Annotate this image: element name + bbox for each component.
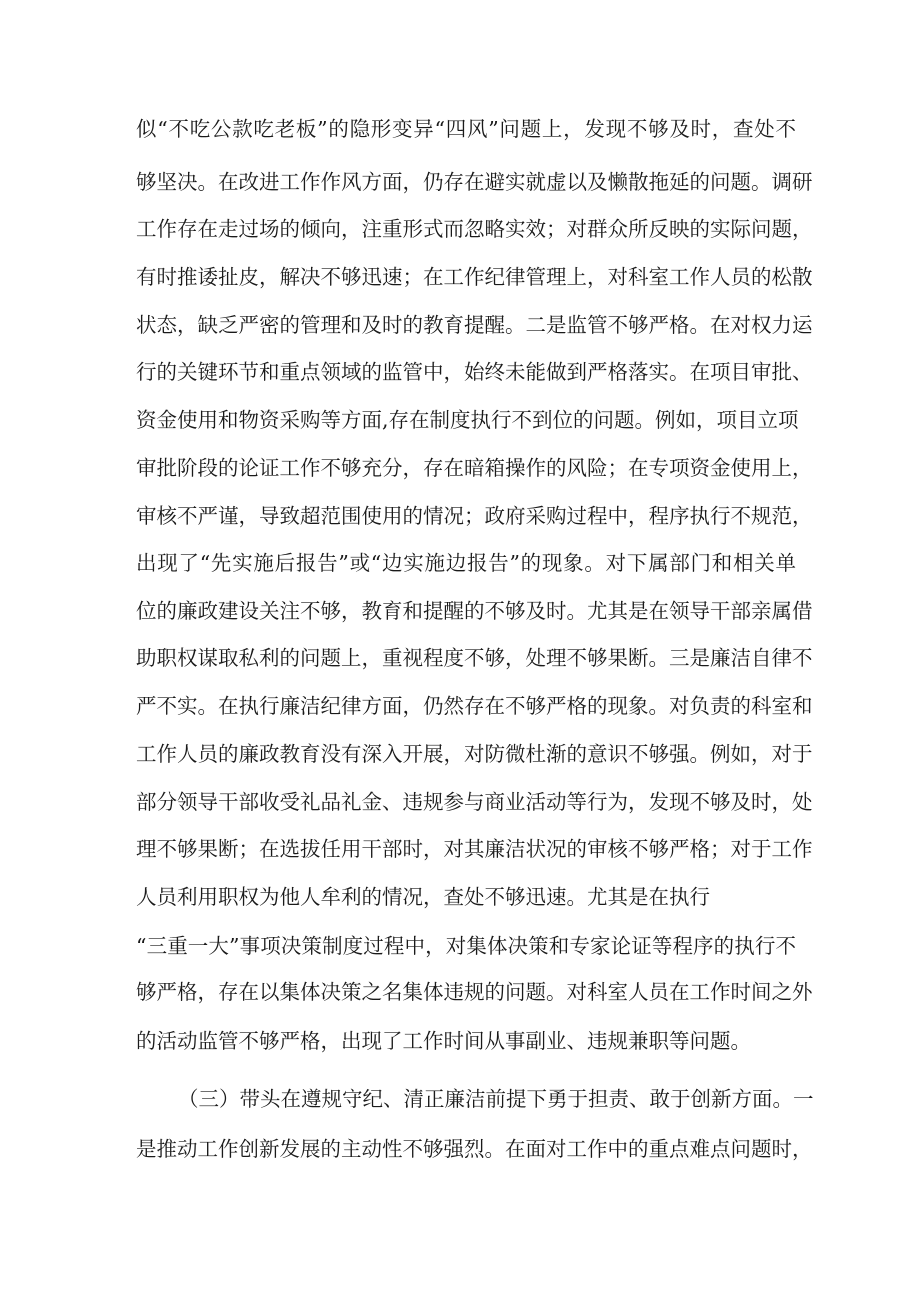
text-line: 部分领导干部收受礼品礼金、违规参与商业活动等行为，发现不够及时，处 <box>136 790 813 814</box>
text-line: 工作人员的廉政教育没有深入开展，对防微杜渐的意识不够强。例如，对于 <box>136 742 813 766</box>
text-line: 是推动工作创新发展的主动性不够强烈。在面对工作中的重点难点问题时， <box>136 1137 813 1161</box>
text-line: 的活动监管不够严格，出现了工作时间从事副业、违规兼职等问题。 <box>136 1029 751 1053</box>
text-line: 位的廉政建设关注不够，教育和提醒的不够及时。尤其是在领导干部亲属借 <box>136 599 813 623</box>
text-line: 资金使用和物资采购等方面,存在制度执行不到位的问题。例如，项目立项 <box>136 408 799 432</box>
text-line: 似“不吃公款吃老板”的隐形变异“四风”问题上，发现不够及时，查处不 <box>136 117 796 141</box>
text-line: 够严格，存在以集体决策之名集体违规的问题。对科室人员在工作时间之外 <box>136 980 813 1004</box>
text-line: 状态，缺乏严密的管理和及时的教育提醒。二是监管不够严格。在对权力运 <box>136 313 813 337</box>
text-line: “三重一大”事项决策制度过程中，对集体决策和专家论证等程序的执行不 <box>136 934 796 958</box>
text-line: 有时推诿扯皮，解决不够迅速；在工作纪律管理上，对科室工作人员的松散 <box>136 265 813 289</box>
text-line: 理不够果断；在选拔任用干部时，对其廉洁状况的审核不够严格；对于工作 <box>136 837 813 861</box>
text-line: 行的关键环节和重点领域的监管中，始终未能做到严格落实。在项目审批、 <box>136 360 813 384</box>
text-line: 审核不严谨，导致超范围使用的情况；政府采购过程中，程序执行不规范， <box>136 504 813 528</box>
section-heading-line: （三）带头在遵规守纪、清正廉洁前提下勇于担责、敢于创新方面。一 <box>178 1087 814 1111</box>
text-line: 严不实。在执行廉洁纪律方面，仍然存在不够严格的现象。对负责的科室和 <box>136 694 813 718</box>
text-line: 工作存在走过场的倾向，注重形式而忽略实效；对群众所反映的实际问题， <box>136 217 813 241</box>
text-line: 人员利用职权为他人牟利的情况，查处不够迅速。尤其是在执行 <box>136 885 710 909</box>
text-line: 审批阶段的论证工作不够充分，存在暗箱操作的风险；在专项资金使用上， <box>136 456 813 480</box>
text-line: 出现了“先实施后报告”或“边实施边报告”的现象。对下属部门和相关单 <box>136 551 796 575</box>
text-line: 够坚决。在改进工作作风方面，仍存在避实就虚以及懒散拖延的问题。调研 <box>136 170 813 194</box>
text-line: 助职权谋取私利的问题上，重视程度不够，处理不够果断。三是廉洁自律不 <box>136 646 813 670</box>
